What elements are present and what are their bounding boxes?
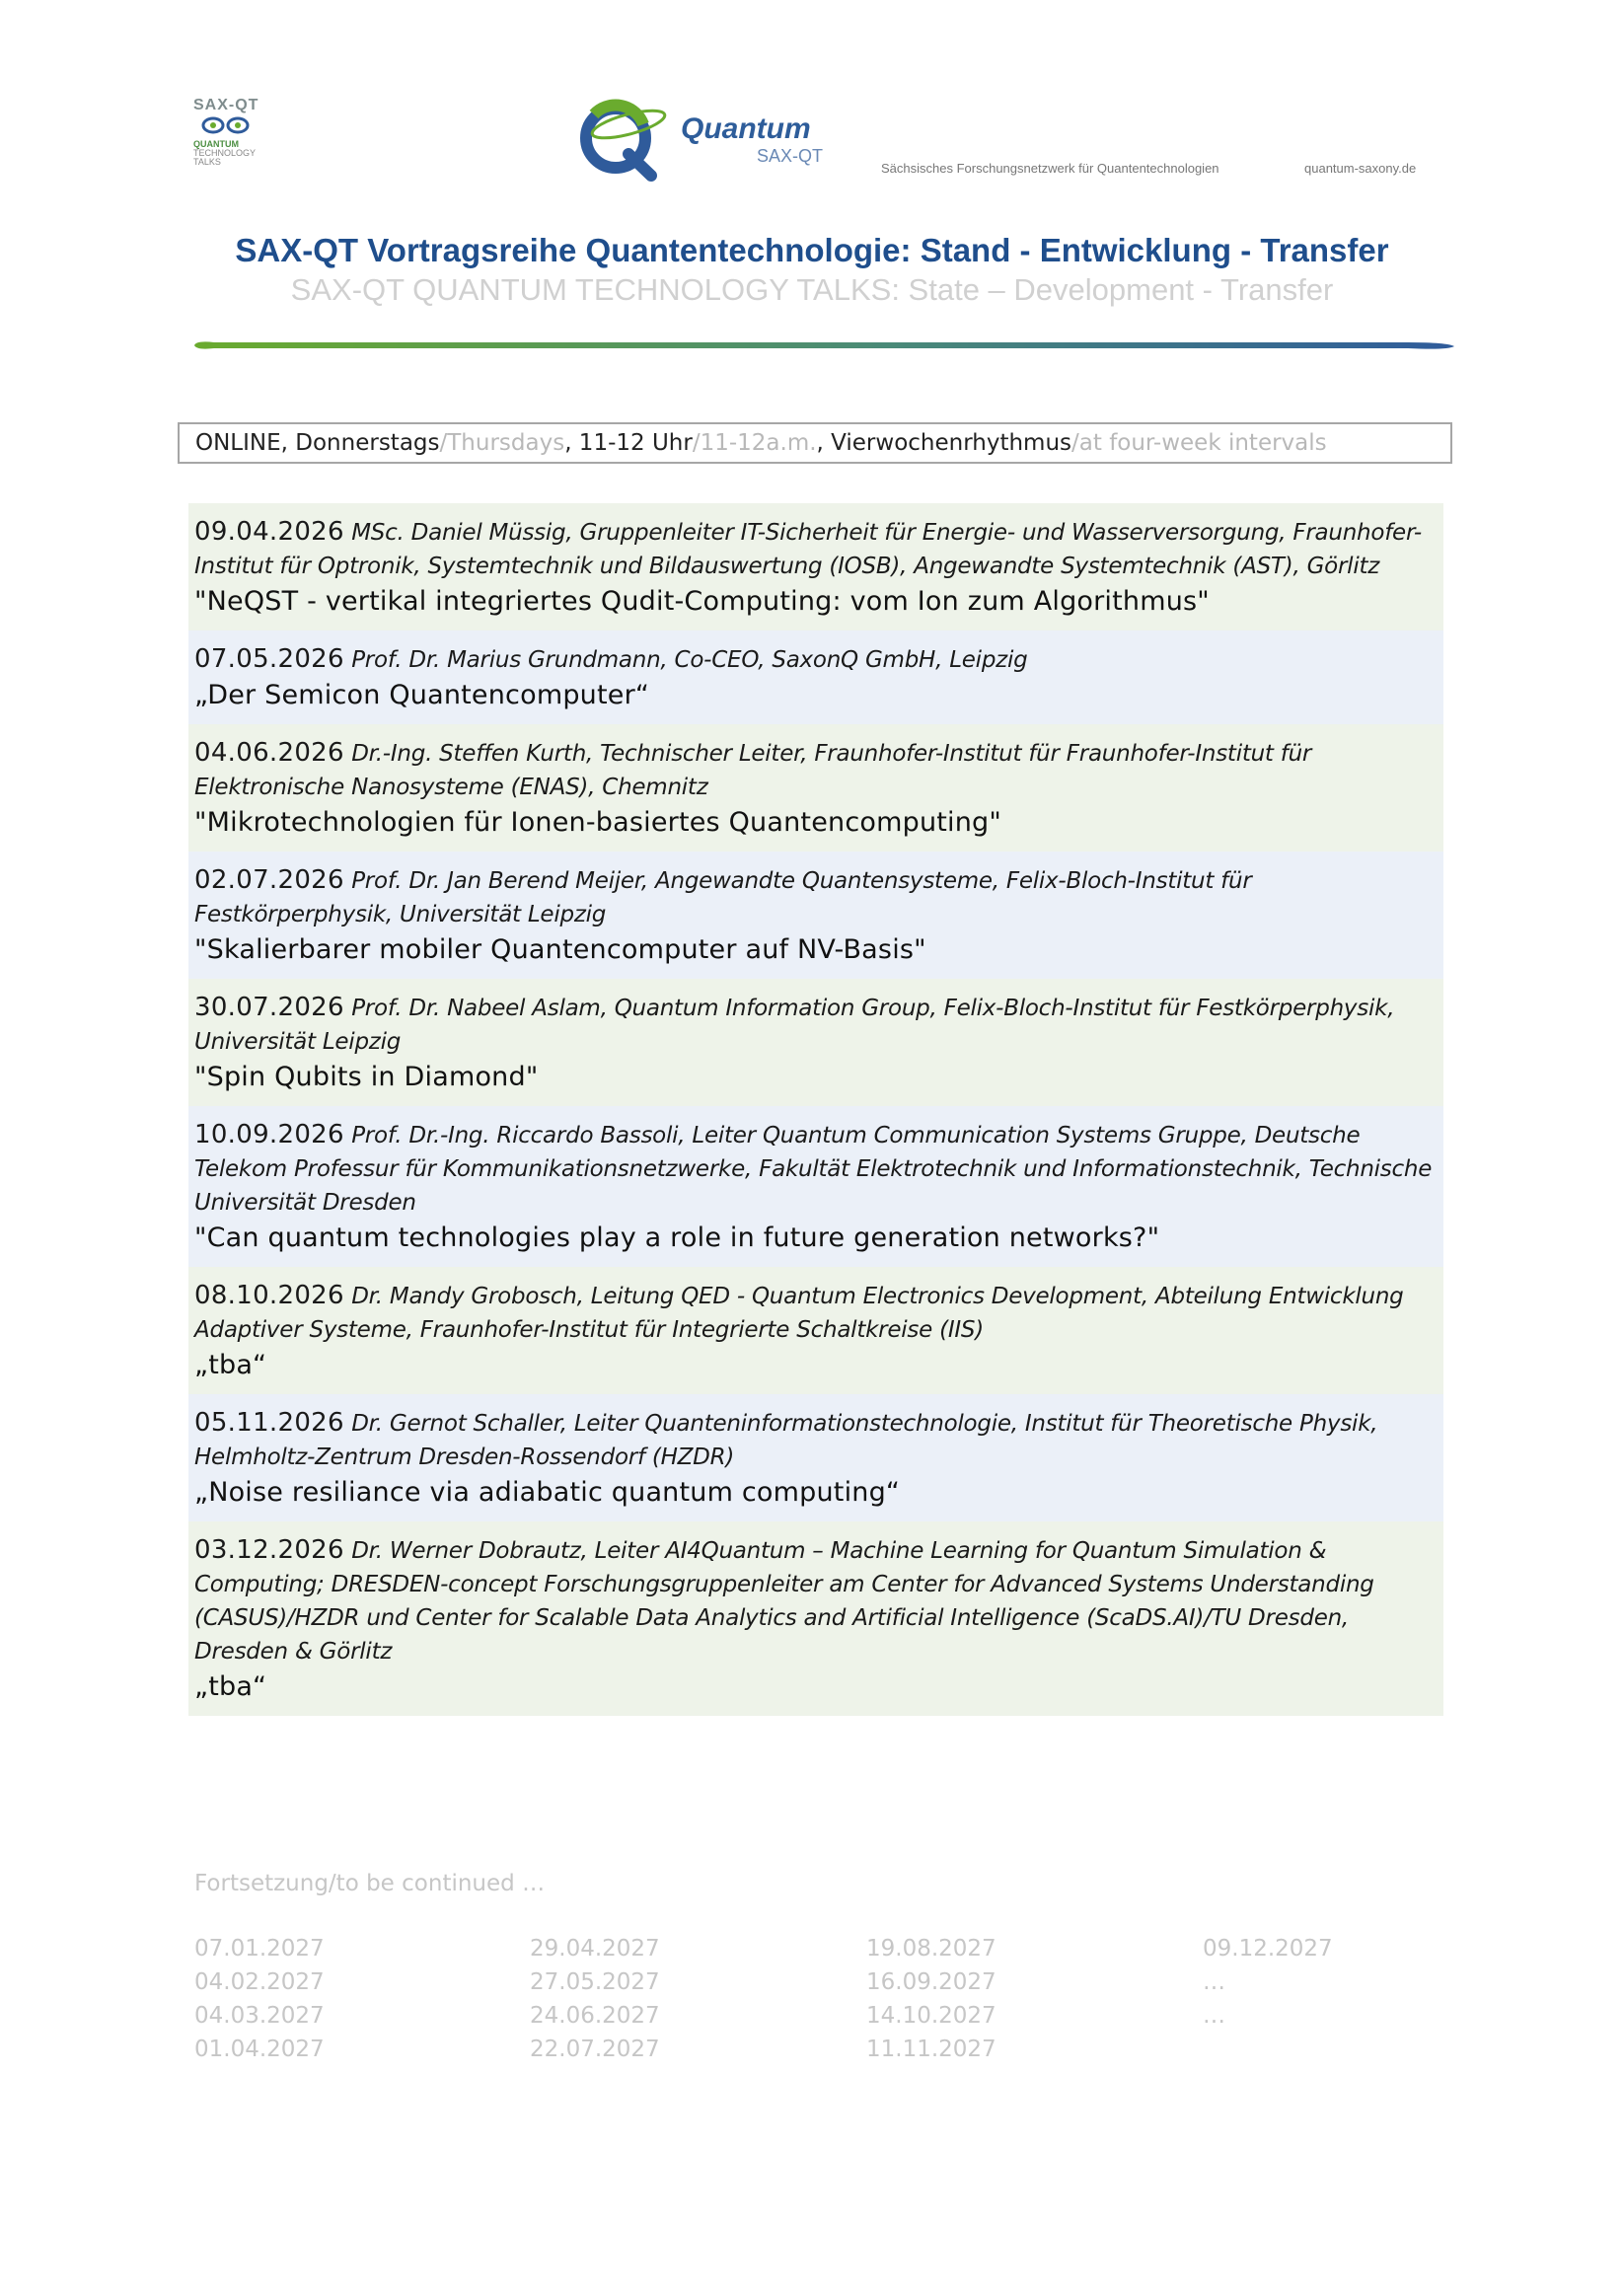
header-divider: [194, 340, 1454, 350]
future-date: …: [1203, 1969, 1225, 1995]
event-talk-title: „Der Semicon Quantencomputer“: [194, 680, 650, 710]
future-date: 22.07.2027: [530, 2037, 660, 2062]
event-talk-title: „Noise resiliance via adiabatic quantum computing“: [194, 1477, 901, 1508]
future-date: 09.12.2027: [1203, 1936, 1333, 1962]
events-list: [188, 503, 1443, 1716]
future-date: …: [1203, 2003, 1225, 2029]
future-date: 27.05.2027: [530, 1969, 660, 1995]
event-speaker: Dr. Gernot Schaller, Leiter Quanteninformationstechnologie, Institut für Theoretische Physik, Helmholtz-Zentrum Dresden-Rossendorf (HZDR): [194, 1411, 1378, 1470]
future-date: 14.10.2027: [866, 2003, 997, 2029]
future-date: 19.08.2027: [866, 1936, 997, 1962]
time-de: , 11-12 Uhr: [564, 430, 693, 456]
event-talk-title: "Skalierbarer mobiler Quantencomputer auf NV-Basis": [194, 934, 926, 965]
event-date: 05.11.2026: [194, 1408, 344, 1438]
event-talk-title: "Spin Qubits in Diamond": [194, 1062, 539, 1092]
logo-text: TALKS: [193, 157, 221, 167]
event-date: 08.10.2026: [194, 1281, 344, 1310]
future-date: 11.11.2027: [866, 2037, 997, 2062]
future-date: 07.01.2027: [194, 1936, 325, 1962]
future-date: 16.09.2027: [866, 1969, 997, 1995]
event-date: 04.06.2026: [194, 738, 344, 768]
network-name: Sächsisches Forschungsnetzwerk für Quantentechnologien: [881, 161, 1219, 176]
logo-text: QUANTUM: [193, 139, 239, 149]
eye-logo-icon: [193, 114, 262, 136]
event-talk-title: „tba“: [194, 1671, 267, 1702]
dates-column: [194, 1932, 325, 2066]
event-item: [188, 852, 1443, 979]
rhythm-de: , Vierwochenrhythmus: [816, 430, 1072, 456]
event-speaker: Prof. Dr. Nabeel Aslam, Quantum Information Group, Felix-Bloch-Institut für Festkörperphysik, Universität Leipzig: [194, 996, 1395, 1055]
event-item: [188, 979, 1443, 1106]
event-speaker: MSc. Daniel Müssig, Gruppenleiter IT-Sicherheit für Energie- und Wasserversorgung, Fraunhofer-Institut für Optronik, Systemtechnik und Bildauswertung (IOSB), Angewandte Systemtechnik (AST), Görlitz: [194, 520, 1422, 579]
logo-sub: SAX-QT: [757, 146, 824, 166]
event-speaker: Prof. Dr.-Ing. Riccardo Bassoli, Leiter Quantum Communication Systems Gruppe, Deutsche Telekom Professur für Kommunikationsnetzwerke, Fakultät Elektrotechnik und Informationstechnik, Technische Universität Dresden: [194, 1123, 1433, 1216]
event-speaker: Dr. Mandy Grobosch, Leitung QED - Quantum Electronics Development, Abteilung Entwicklung Adaptiver Systeme, Fraunhofer-Institut für Integrierte Schaltkreise (IIS): [194, 1284, 1404, 1343]
event-item: [188, 1394, 1443, 1521]
future-date: 01.04.2027: [194, 2037, 325, 2062]
saxqt-talks-logo: [193, 97, 282, 178]
event-item: [188, 1106, 1443, 1267]
online-label: ONLINE: [195, 430, 281, 456]
website-link[interactable]: quantum-saxony.de: [1304, 161, 1417, 176]
rhythm-en: /at four-week intervals: [1071, 430, 1327, 456]
continuation-label: Fortsetzung/to be continued …: [194, 1871, 546, 1896]
day-en: /Thursdays: [439, 430, 565, 456]
logo-text: SAX-QT: [193, 97, 259, 113]
page-subtitle: SAX-QT QUANTUM TECHNOLOGY TALKS: State – Development - Transfer: [290, 272, 1334, 307]
future-date: 04.03.2027: [194, 2003, 325, 2029]
event-talk-title: „tba“: [194, 1350, 267, 1380]
page-title: SAX-QT Vortragsreihe Quantentechnologie: Stand - Entwicklung - Transfer: [235, 232, 1389, 268]
event-date: 07.05.2026: [194, 644, 344, 674]
event-speaker: Prof. Dr. Jan Berend Meijer, Angewandte Quantensysteme, Felix-Bloch-Institut für Festkörperphysik, Universität Leipzig: [194, 868, 1252, 927]
schedule-info-box: [178, 422, 1452, 464]
event-date: 02.07.2026: [194, 865, 344, 895]
event-date: 30.07.2026: [194, 993, 344, 1022]
event-speaker: Prof. Dr. Marius Grundmann, Co-CEO, SaxonQ GmbH, Leipzig: [351, 647, 1028, 673]
day-de: , Donnerstags: [280, 430, 440, 456]
event-item: [188, 630, 1443, 724]
dates-column: [1203, 1932, 1333, 2033]
event-talk-title: "Can quantum technologies play a role in future generation networks?": [194, 1222, 1160, 1253]
q-logo-icon: [574, 95, 673, 184]
dates-column: [530, 1932, 660, 2066]
future-date: 04.02.2027: [194, 1969, 325, 1995]
event-date: 03.12.2026: [194, 1535, 344, 1565]
event-speaker: Dr. Werner Dobrautz, Leiter AI4Quantum – Machine Learning for Quantum Simulation & Computing; DRESDEN-concept Forschungsgruppenleiter am Center for Advanced Systems Understanding (CASUS)/HZDR und Center for Scalable Data Analytics and Artificial Intelligence (ScaDS.AI)/TU Dresden, Dresden & Görlitz: [194, 1538, 1374, 1665]
event-item: [188, 1267, 1443, 1394]
event-item: [188, 1521, 1443, 1716]
future-date: 24.06.2027: [530, 2003, 660, 2029]
event-item: [188, 503, 1443, 630]
quantum-saxqt-logo: [574, 95, 841, 184]
logo-text: TECHNOLOGY: [193, 148, 257, 158]
event-talk-title: "NeQST - vertikal integriertes Qudit-Computing: vom Ion zum Algorithmus": [194, 586, 1210, 617]
event-date: 10.09.2026: [194, 1120, 344, 1149]
dates-column: [866, 1932, 997, 2066]
event-talk-title: "Mikrotechnologien für Ionen-basiertes Quantencomputing": [194, 807, 1002, 838]
event-date: 09.04.2026: [194, 517, 344, 547]
event-item: [188, 724, 1443, 852]
event-speaker: Dr.-Ing. Steffen Kurth, Technischer Leiter, Fraunhofer-Institut für Fraunhofer-Institut für Elektronische Nanosysteme (ENAS), Chemnitz: [194, 741, 1312, 800]
logo-word: Quantum: [681, 112, 811, 145]
time-en: /11-12a.m.: [692, 430, 817, 456]
future-date: 29.04.2027: [530, 1936, 660, 1962]
